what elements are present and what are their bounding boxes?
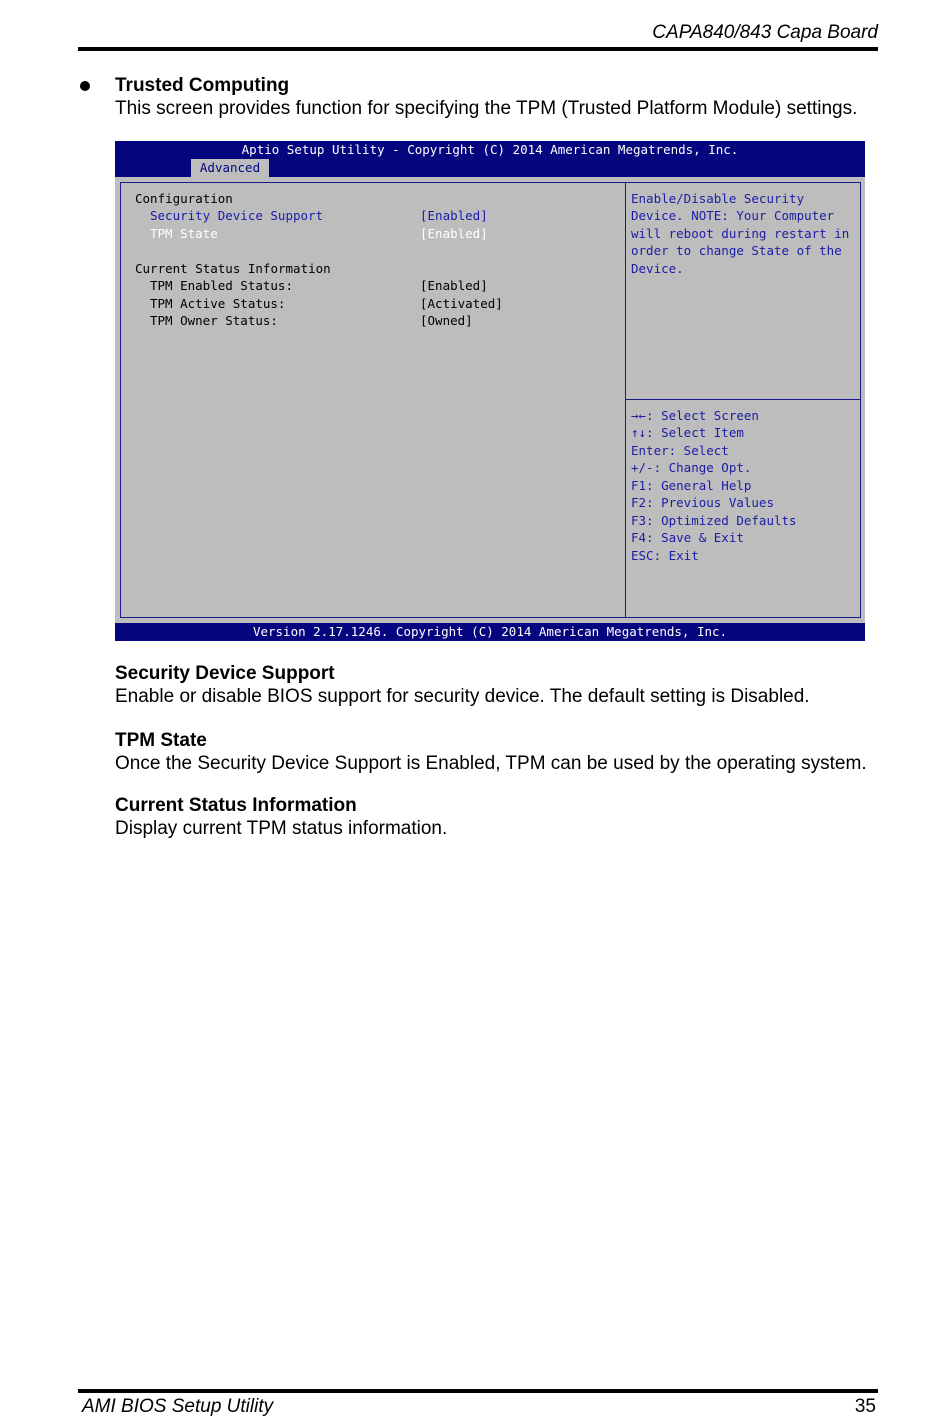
key-hint: ESC: Exit <box>631 548 699 563</box>
section-text: Enable or disable BIOS support for security device. The default setting is Disabled. <box>115 686 810 707</box>
key-hint: F4: Save & Exit <box>631 530 744 545</box>
bios-screenshot <box>115 141 865 641</box>
bios-footer-bar: Version 2.17.1246. Copyright (C) 2014 American Megatrends, Inc. <box>115 623 865 641</box>
header-rule <box>78 47 878 51</box>
tpm-owner-status-label: TPM Owner Status: <box>150 313 278 328</box>
section-text: Once the Security Device Support is Enabled, TPM can be used by the operating system. <box>115 753 867 774</box>
intro-text: This screen provides function for specifying the TPM (Trusted Platform Module) settings. <box>115 98 858 119</box>
help-line: Enable/Disable Security <box>631 191 805 206</box>
bios-title: Aptio Setup Utility - Copyright (C) 2014 American Megatrends, Inc. <box>241 142 739 157</box>
key-hint: +/-: Change Opt. <box>631 460 752 475</box>
security-device-support-value[interactable]: [Enabled] <box>420 208 488 223</box>
bios-keys-panel <box>625 399 861 618</box>
tab-advanced[interactable]: Advanced <box>191 159 269 177</box>
footer-title: AMI BIOS Setup Utility <box>82 1396 274 1417</box>
configuration-label: Configuration <box>135 191 233 206</box>
footer-rule <box>78 1389 878 1393</box>
tpm-active-status-label: TPM Active Status: <box>150 296 286 311</box>
key-hint: F3: Optimized Defaults <box>631 513 797 528</box>
page-header-title: CAPA840/843 Capa Board <box>652 22 878 43</box>
bullet-icon <box>80 81 90 91</box>
help-line: order to change State of the <box>631 243 842 258</box>
intro-section <box>115 74 878 120</box>
tpm-state-label[interactable]: TPM State <box>150 226 218 241</box>
tpm-enabled-status-value: [Enabled] <box>420 278 488 293</box>
page-number: 35 <box>854 1396 876 1417</box>
section-heading: Current Status Information <box>115 795 357 816</box>
tpm-active-status-value: [Activated] <box>420 296 503 311</box>
help-line: will reboot during restart in <box>631 226 850 241</box>
bios-main-panel <box>120 182 626 618</box>
current-status-label: Current Status Information <box>135 261 331 276</box>
security-device-support-label[interactable]: Security Device Support <box>150 208 324 223</box>
key-hint: F1: General Help <box>631 478 752 493</box>
key-hint: →←: Select Screen <box>631 408 759 423</box>
section-heading: Security Device Support <box>115 663 335 684</box>
key-hint: F2: Previous Values <box>631 495 774 510</box>
section-heading: TPM State <box>115 730 207 751</box>
section-current-status <box>115 794 878 840</box>
help-line: Device. <box>631 261 684 276</box>
bios-help-panel <box>625 182 861 400</box>
intro-heading: Trusted Computing <box>115 75 290 96</box>
tpm-owner-status-value: [Owned] <box>420 313 473 328</box>
key-hint: Enter: Select <box>631 443 729 458</box>
help-line: Device. NOTE: Your Computer <box>631 208 835 223</box>
section-security-device-support <box>115 662 878 708</box>
key-hint: ↑↓: Select Item <box>631 425 744 440</box>
bios-title-bar <box>115 141 865 177</box>
section-text: Display current TPM status information. <box>115 818 448 839</box>
section-tpm-state <box>115 729 878 775</box>
tpm-state-value[interactable]: [Enabled] <box>420 226 488 241</box>
tpm-enabled-status-label: TPM Enabled Status: <box>150 278 293 293</box>
